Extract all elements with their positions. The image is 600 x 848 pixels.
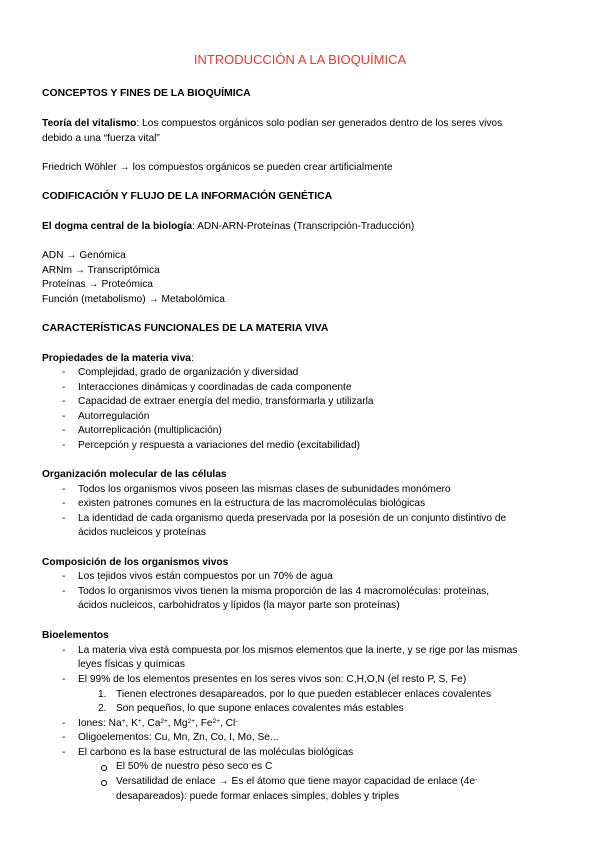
section-heading-conceptos: CONCEPTOS Y FINES DE LA BIOQUÍMICA bbox=[42, 88, 251, 99]
dogma-term: El dogma central de la biología bbox=[42, 221, 193, 232]
list-item: Percepción y respuesta a variaciones del medio (excitabilidad) bbox=[78, 440, 361, 451]
list-item: Autorreplicación (multiplicación) bbox=[78, 425, 222, 436]
list-item: existen patrones comunes en la estructura de las macromoléculas biológicas bbox=[78, 498, 426, 509]
omics-line: ADN → Genómica bbox=[42, 250, 126, 261]
dash-bullet: - bbox=[62, 498, 66, 509]
list-item: Todos lo organismos vivos tienen la misma proporción de las 4 macromoléculas: proteínas, bbox=[78, 586, 490, 597]
dash-bullet: - bbox=[62, 484, 66, 495]
vitalismo-text: : Los compuestos orgánicos solo podían ser generados dentro de los seres vivos bbox=[136, 118, 503, 129]
list-item: Oligoelementos: Cu, Mn, Zn, Co, I, Mo, Se... bbox=[78, 732, 279, 743]
numbered-marker: 1. bbox=[98, 689, 107, 700]
list-item-continuation: leyes físicas y químicas bbox=[78, 659, 186, 670]
list-item: Capacidad de extraer energía del medio, transformarla y utilizarla bbox=[78, 396, 374, 407]
circle-bullet-icon bbox=[101, 780, 107, 786]
vitalismo-term: Teoría del vitalismo bbox=[42, 118, 137, 129]
numbered-item: Son pequeños, lo que supone enlaces covalentes más estables bbox=[116, 703, 404, 714]
section-heading-codificacion: CODIFICACIÓN Y FLUJO DE LA INFORMACIÓN GENÉTICA bbox=[42, 191, 333, 202]
list-item: El 99% de los elementos presentes en los seres vivos son: C,H,O,N (el resto P, S, Fe) bbox=[78, 674, 467, 685]
page-title: INTRODUCCIÓN A LA BIOQUÍMICA bbox=[193, 52, 407, 67]
sub-list-item: El 50% de nuestro peso seco es C bbox=[116, 761, 273, 772]
dash-bullet: - bbox=[62, 645, 66, 656]
dash-bullet: - bbox=[62, 586, 66, 597]
omics-line: Proteínas → Proteómica bbox=[42, 279, 153, 290]
dash-bullet: - bbox=[62, 513, 66, 524]
organizacion-heading: Organización molecular de las células bbox=[42, 469, 227, 480]
omics-line: ARNm → Transcriptómica bbox=[42, 265, 160, 276]
dash-bullet: - bbox=[62, 571, 66, 582]
vitalismo-text-line2: debido a una “fuerza vital” bbox=[42, 133, 160, 144]
circle-bullet-icon bbox=[101, 765, 107, 771]
numbered-marker: 2. bbox=[98, 703, 107, 714]
dogma-text: : ADN-ARN-Proteínas (Transcripción-Traducción) bbox=[192, 221, 415, 232]
list-item: Autorregulación bbox=[78, 411, 150, 422]
dash-bullet: - bbox=[62, 411, 66, 422]
dash-bullet: - bbox=[62, 367, 66, 378]
dash-bullet: - bbox=[62, 440, 66, 451]
list-item: La materia viva está compuesta por los mismos elementos que la inerte, y se rige por las mismas bbox=[78, 645, 518, 656]
list-item: Complejidad, grado de organización y diversidad bbox=[78, 367, 299, 378]
dash-bullet: - bbox=[62, 747, 66, 758]
section-heading-caracteristicas: CARACTERÍSTICAS FUNCIONALES DE LA MATERIA VIVA bbox=[42, 323, 329, 334]
sub-list-item-continuation: desapareados): puede formar enlaces simples, dobles y triples bbox=[116, 791, 400, 802]
dash-bullet: - bbox=[62, 382, 66, 393]
list-item: Los tejidos vivos están compuestos por un 70% de agua bbox=[78, 571, 333, 582]
dash-bullet: - bbox=[62, 732, 66, 743]
iones-item: Iones: Na+, K+, $Ca^{2+}$, $Mg^{2+}$, $Fe^{2+}$, Cl- bbox=[78, 718, 238, 729]
list-item-continuation: ácidos nucleicos, carbohidratos y lípidos (la mayor parte son proteínas) bbox=[78, 600, 400, 611]
dogma-paragraph bbox=[42, 220, 414, 234]
propiedades-heading: Propiedades de la materia viva: bbox=[42, 353, 194, 364]
dash-bullet: - bbox=[62, 396, 66, 407]
omics-line: Función (metabolismo) → Metabolómica bbox=[42, 294, 225, 305]
list-item: Todos los organismos vivos poseen las mismas clases de subunidades monómero bbox=[78, 484, 451, 495]
bioelementos-heading: Bioelementos bbox=[42, 630, 109, 641]
dash-bullet: - bbox=[62, 674, 66, 685]
sub-list-item: Versatilidad de enlace → Es el átomo que tiene mayor capacidad de enlace (4e- bbox=[116, 776, 478, 787]
wohler-text: Friedrich Wöhler → los compuestos orgánicos se pueden crear artificialmente bbox=[42, 162, 393, 173]
list-item-continuation: ácidos nucleicos y proteínas bbox=[78, 527, 206, 538]
dash-bullet: - bbox=[62, 425, 66, 436]
list-item: Interacciones dinámicas y coordinadas de cada componente bbox=[78, 382, 352, 393]
vitalismo-paragraph bbox=[42, 117, 502, 131]
list-item: La identidad de cada organismo queda preservada por la posesión de un conjunto distintivo de bbox=[78, 513, 507, 524]
list-item: El carbono es la base estructural de las moléculas biológicas bbox=[78, 747, 354, 758]
dash-bullet: - bbox=[62, 718, 66, 729]
composicion-heading: Composición de los organismos vivos bbox=[42, 557, 229, 568]
numbered-item: Tienen electrones desapareados, por lo que pueden establecer enlaces covalentes bbox=[116, 689, 492, 700]
